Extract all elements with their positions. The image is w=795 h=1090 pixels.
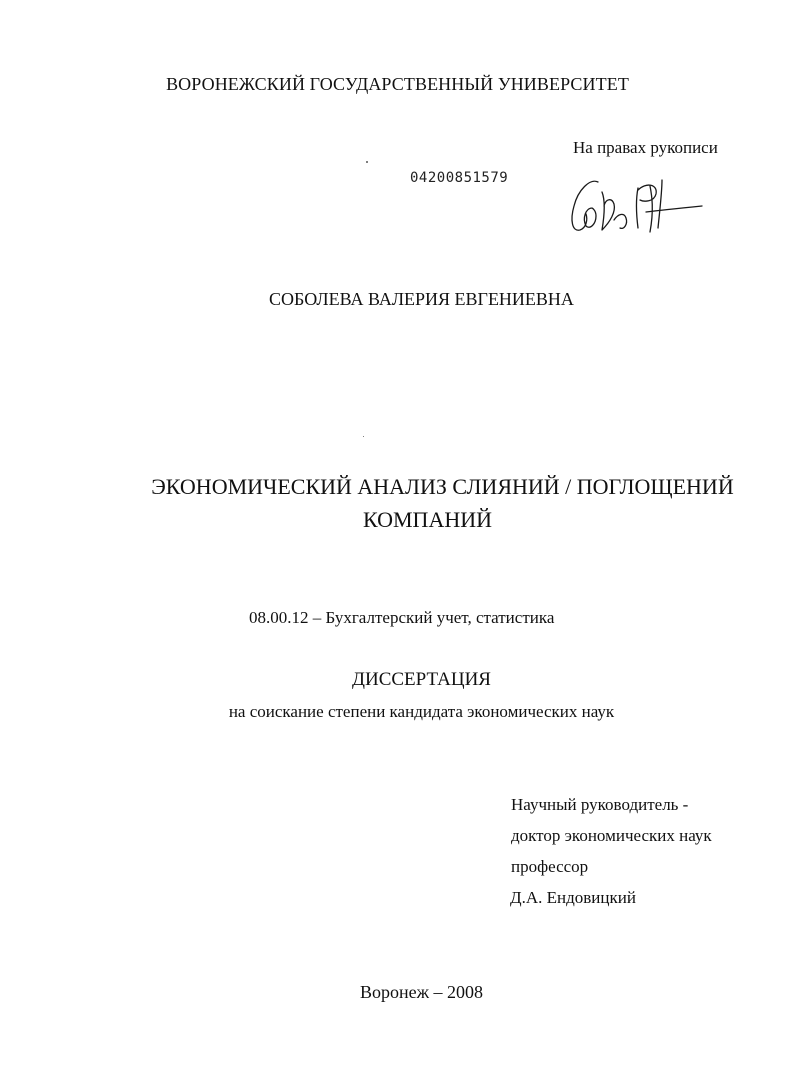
thesis-title-line-2: КОМПАНИЙ (362, 507, 492, 532)
supervisor-rank: профессор (511, 857, 589, 876)
document-type: ДИССЕРТАЦИЯ (352, 669, 491, 690)
supervisor-role: Научный руководитель - (511, 795, 689, 814)
signature-icon (562, 168, 712, 243)
manuscript-rights-note: На правах рукописи (573, 138, 718, 157)
author-name: СОБОЛЕВА ВАЛЕРИЯ ЕВГЕНИЕВНА (269, 289, 574, 309)
supervisor-degree: доктор экономических наук (511, 826, 712, 845)
scan-speck (366, 161, 368, 163)
thesis-title-line-1: ЭКОНОМИЧЕСКИЙ АНАЛИЗ СЛИЯНИЙ / ПОГЛОЩЕНИЙ (151, 474, 734, 499)
degree-sought: на соискание степени кандидата экономических наук (228, 702, 615, 721)
scan-speck (363, 436, 364, 437)
university-name: ВОРОНЕЖСКИЙ ГОСУДАРСТВЕННЫЙ УНИВЕРСИТЕТ (166, 74, 629, 94)
catalog-number: 04200851579 (410, 170, 509, 186)
supervisor-name: Д.А. Ендовицкий (510, 888, 636, 907)
specialty-code: 08.00.12 – Бухгалтерский учет, статистика (249, 608, 555, 627)
city-year: Воронеж – 2008 (359, 982, 484, 1002)
